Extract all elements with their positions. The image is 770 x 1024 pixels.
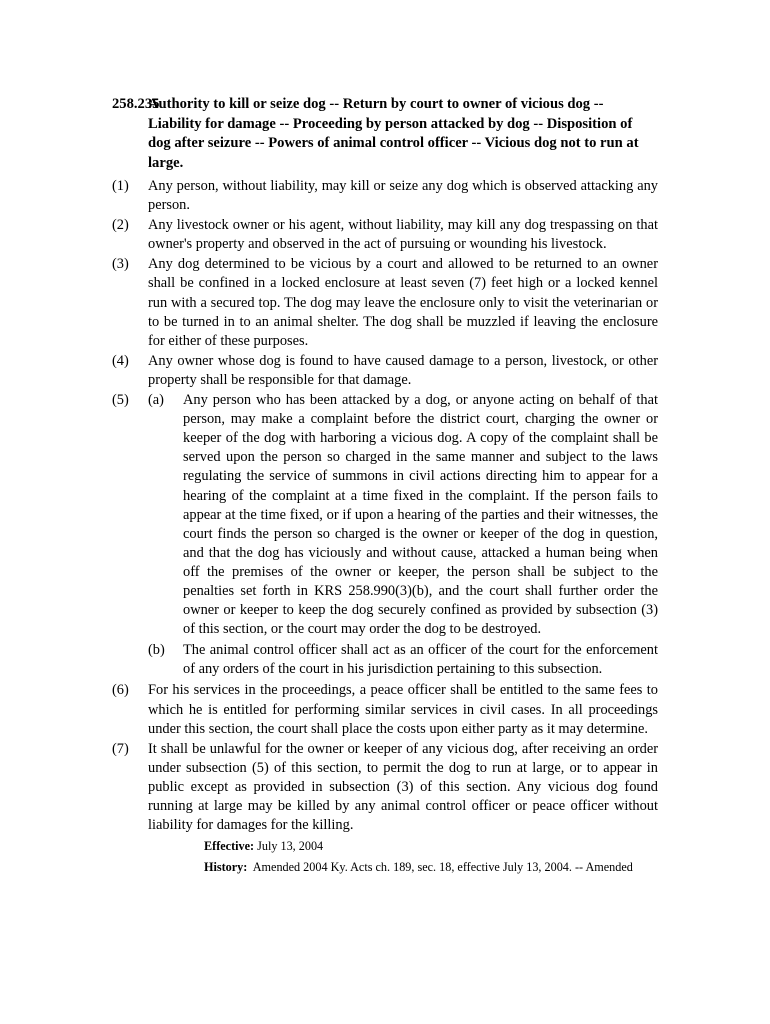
subsection-1 (112, 177, 658, 215)
subsection-text: Any livestock owner or his agent, without liability, may kill any dog trespassing on that owner's property and observed in the act of pursuing or wounding his livestock. (148, 217, 658, 253)
subsection-5 (112, 391, 658, 679)
history-line (112, 858, 658, 877)
paragraph-text: Any person who has been attacked by a dog, or anyone acting on behalf of that person, may make a complaint before the district court, charging the owner or keeper of the dog with harboring a vicious dog. A copy of the complaint shall be served upon the person so charged in the same manner and subject to the laws regulating the service of summons in civil actions directing him to appear for a hearing of the complaint at a time fixed in the complaint. If the person fails to appear at the time fixed, or if upon a hearing of the parties and their witnesses, the court finds the person so charged is the owner or keeper of the dog in question, and that the dog has viciously and without cause, attacked a human being when off the premises of the owner or keeper, the person shall be subject to the penalties set forth in KRS 258.990(3)(b), and the court shall further order the owner or keeper to keep the dog securely confined as provided by subsection (3) of this section, or the court may order the dog to be destroyed. (183, 392, 658, 638)
history-text: Amended 2004 Ky. Acts ch. 189, sec. 18, effective July 13, 2004. -- Amended (252, 859, 633, 874)
paragraph-letter: (a) (148, 392, 164, 409)
subsection-number: (1) (112, 178, 129, 194)
effective-label: Effective: (204, 839, 255, 854)
statute-page (112, 95, 658, 876)
section-heading (112, 95, 658, 173)
subsection-number: (3) (112, 256, 129, 273)
paragraph-5b (148, 641, 658, 679)
subsection-6 (112, 681, 658, 738)
subsection-text: It shall be unlawful for the owner or keeper of any vicious dog, after receiving an order under subsection (5) of this section, to permit the dog to run at large, or to appear in public except as provided in subsection (3) of this section. Any vicious dog found running at large may be killed by any animal control officer or peace officer without liability for damages for the killing. (148, 740, 658, 834)
subsection-text: Any owner whose dog is found to have caused damage to a person, livestock, or other property shall be responsible for that damage. (148, 352, 658, 388)
paragraph-5a (148, 391, 658, 639)
section-title: Authority to kill or seize dog -- Return by court to owner of vicious dog -- Liability for damage -- Proceeding by person attacked by dog -- Disposition of dog after seizure -- Powers of animal control officer -- Vicious dog not to run at large. (148, 96, 639, 171)
subsection-7 (112, 740, 658, 835)
paragraph-text: The animal control officer shall act as an officer of the court for the enforcement of any orders of the court in his jurisdiction pertaining to this subsection. (183, 642, 658, 678)
history-label: History: (204, 859, 248, 874)
subsection-text: Any person, without liability, may kill or seize any dog which is observed attacking any person. (148, 178, 658, 214)
subsection-number: (4) (112, 352, 129, 369)
section-number: 258.235 (112, 96, 160, 112)
subsection-number: (5) (112, 392, 129, 409)
subsection-4 (112, 352, 658, 390)
subsection-number: (2) (112, 217, 129, 234)
effective-date: July 13, 2004 (257, 839, 324, 854)
subsection-2 (112, 216, 658, 254)
subsection-number: (7) (112, 740, 129, 757)
effective-line (112, 837, 658, 856)
subsection-number: (6) (112, 682, 129, 699)
paragraph-letter: (b) (148, 642, 165, 659)
subsection-text: Any dog determined to be vicious by a court and allowed to be returned to an owner shall be confined in a locked enclosure at least seven (7) feet high or a locked kennel run with a secured top. The dog may leave the enclosure only to visit the veterinarian or to be turned in to an animal shelter. The dog shall be muzzled if leaving the enclosure for either of these purposes. (148, 256, 658, 349)
subsection-text: For his services in the proceedings, a peace officer shall be entitled to the same fees to which he is entitled for performing similar services in civil cases. In all proceedings under this section, the court shall place the costs upon either party as it may determine. (148, 682, 658, 737)
subsection-3 (112, 255, 658, 350)
